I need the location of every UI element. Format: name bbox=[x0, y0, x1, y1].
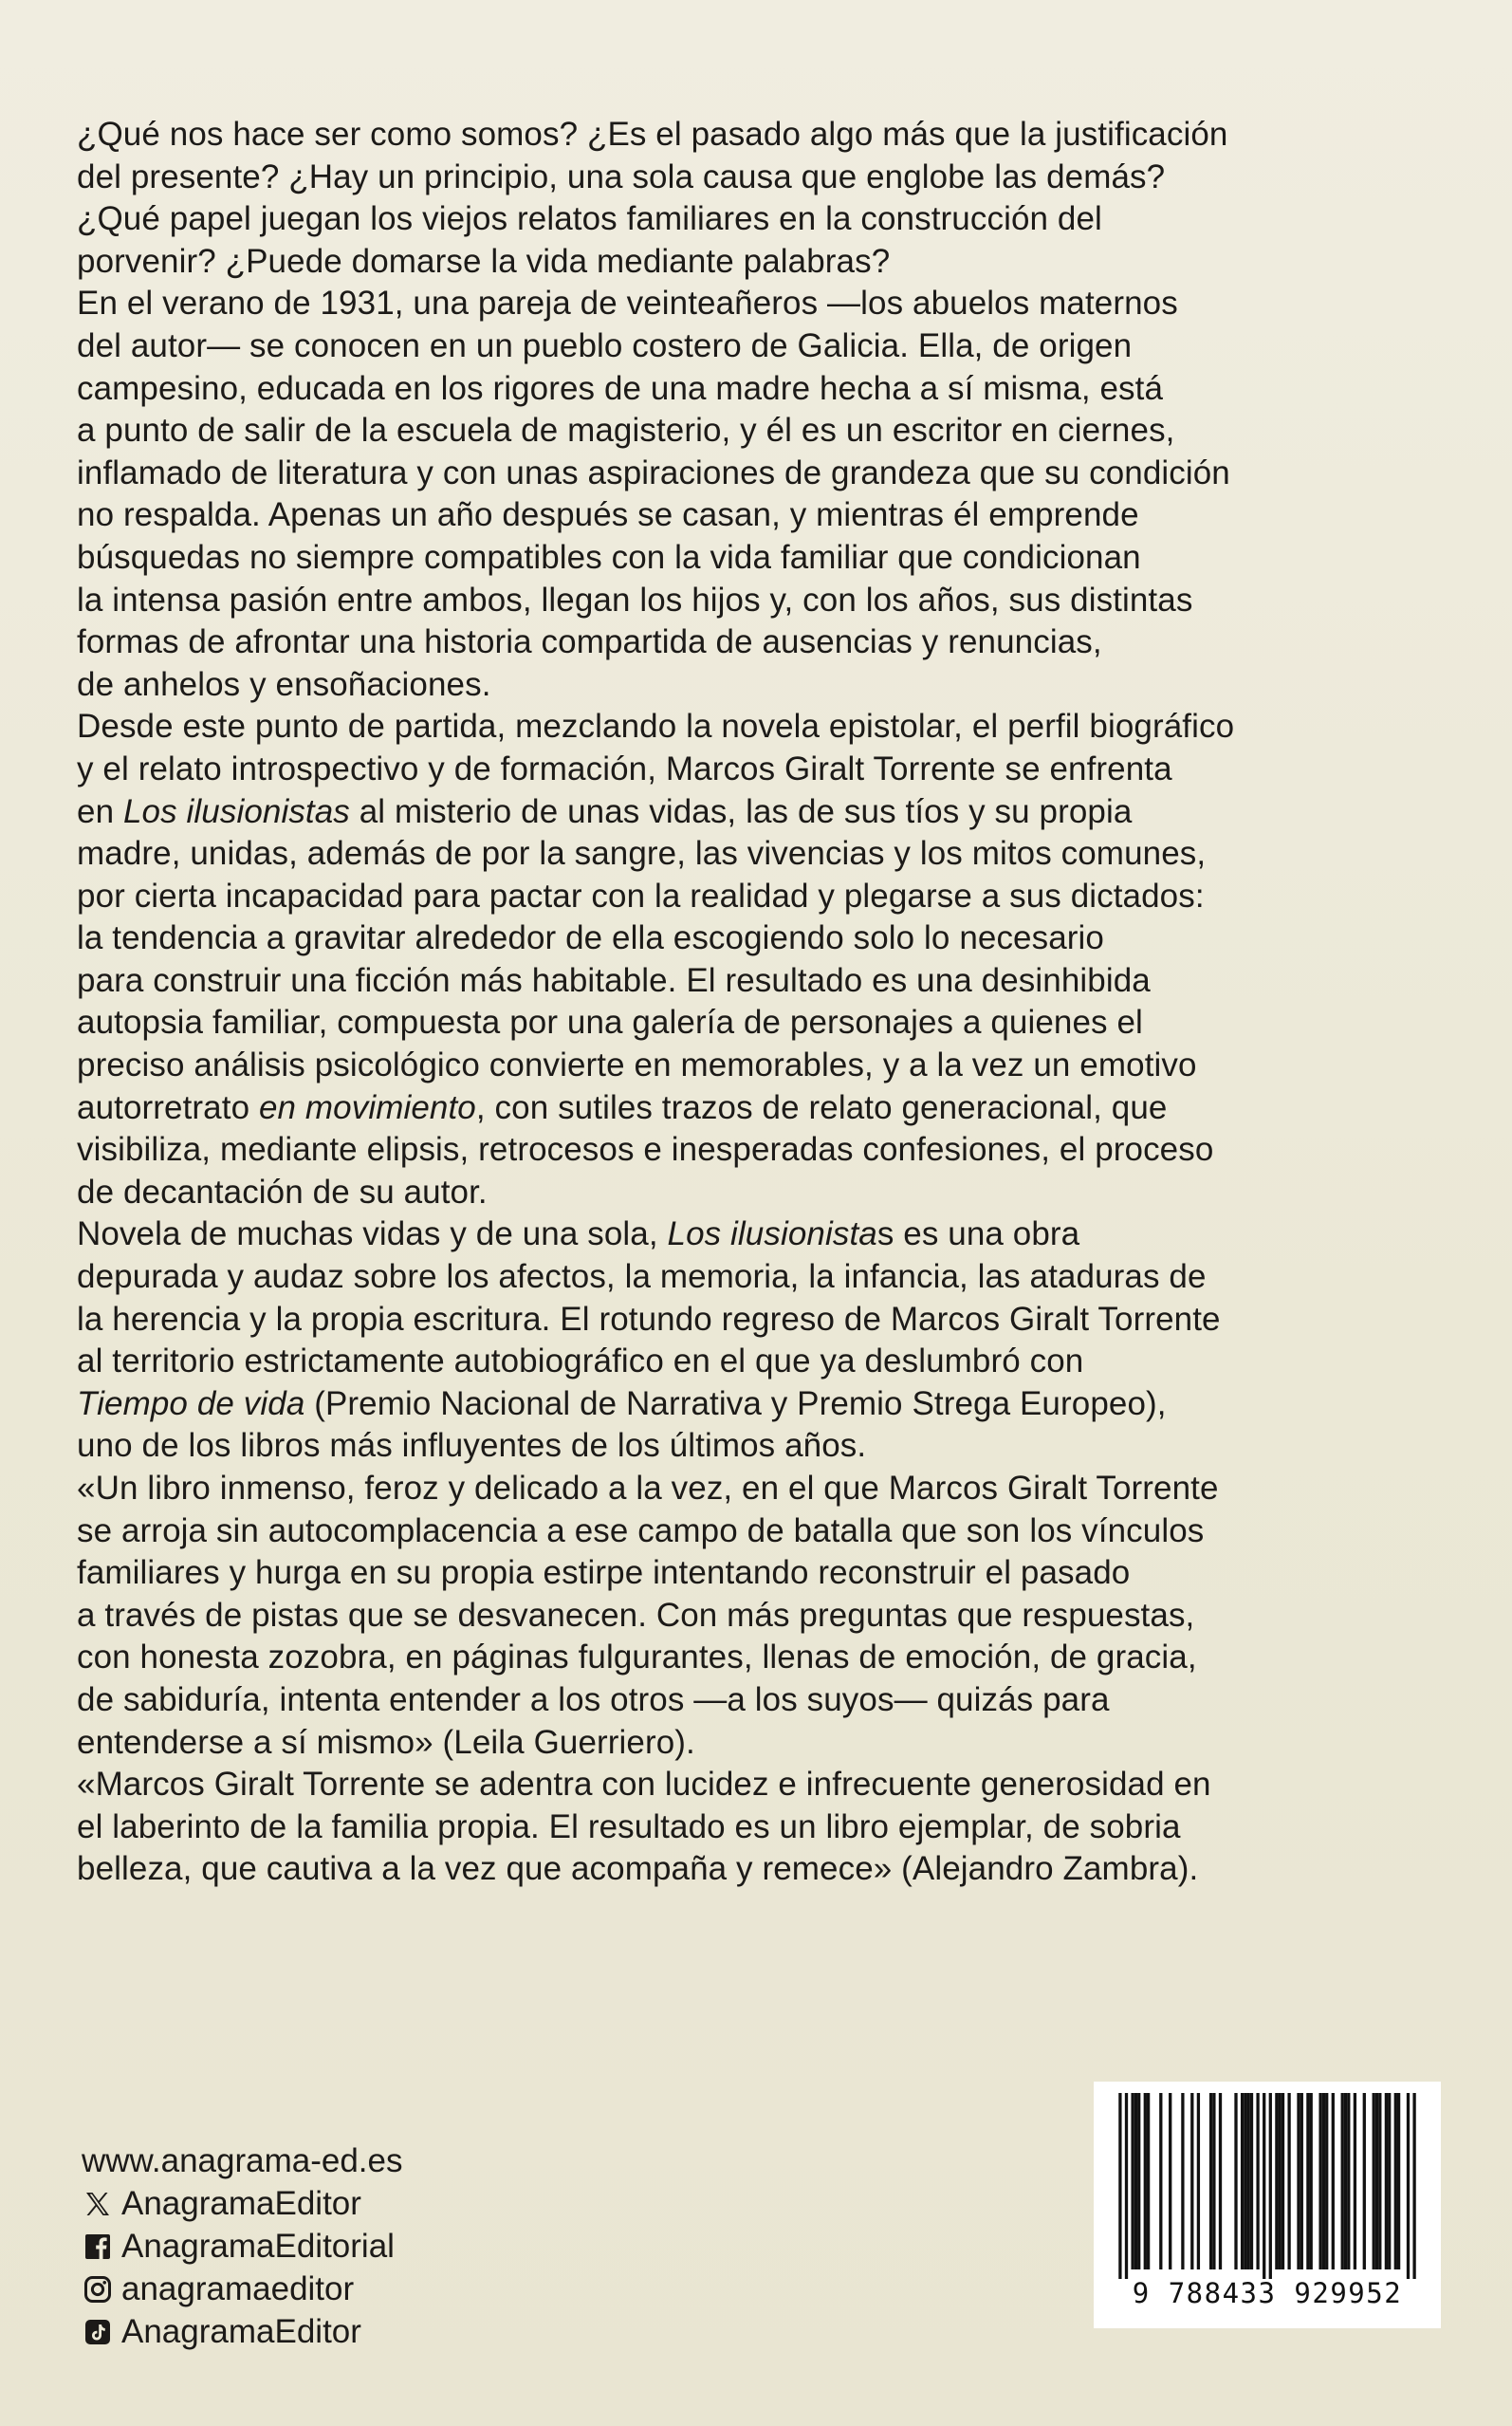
barcode-bar bbox=[1219, 2093, 1222, 2269]
text-run: Desde este punto de partida, mezclando la novela epistolar, el perfil biográfico y el relato introspectivo y de formación, Marcos Giralt Torrente se enfrenta en bbox=[77, 708, 1235, 830]
publisher-contacts bbox=[82, 2139, 403, 2353]
book-title-italic: Los ilusionista bbox=[667, 1215, 877, 1253]
previous-book-title-italic: Tiempo de vida bbox=[77, 1384, 305, 1422]
text-run: (Premio Nacional de Narrativa y Premio Strega Europeo), uno de los libros más influyentes de los últimos años. bbox=[77, 1384, 1167, 1465]
review-quote-guerriero: «Un libro inmenso, feroz y delicado a la vez, en el que Marcos Giralt Torrente se arroja sin autocomplacencia a ese campo de batalla que son los vínculos familiares y hurga en su propia estirpe intentando reconstruir el pasado a través de pistas que se desvanecen. Con más preguntas que respuestas, con honesta zozobra, en páginas fulgurantes, llenas de emoción, de gracia, de sabiduría, intenta entender a los otros —a los suyos— quizás para entenderse a sí mismo» (Leila Guerriero). bbox=[77, 1470, 1219, 1761]
blurb-paragraph-summary bbox=[77, 1213, 1443, 1468]
barcode-bar bbox=[1131, 2093, 1134, 2269]
review-quote-zambra: «Marcos Giralt Torrente se adentra con lucidez e infrecuente generosidad en el laberinto de la familia propia. El resultado es un libro ejemplar, de sobria belleza, que cautiva a la vez que acompaña y remece» (Alejandro Zambra). bbox=[77, 1766, 1211, 1888]
barcode-bar bbox=[1275, 2093, 1278, 2269]
barcode-bar bbox=[1197, 2093, 1200, 2269]
barcode-bar bbox=[1412, 2093, 1415, 2279]
barcode-bar bbox=[1373, 2093, 1375, 2269]
text-run: al misterio de unas vidas, las de sus tíos y su propia madre, unidas, además de por la sangre, las vivencias y los mitos comunes, por cierta incapacidad para pactar con la realidad y plegarse a sus dictados: la tendencia a gravitar alrededor de ella escogiendo solo lo necesario para construir una ficción más habitable. El resultado es una desinhibida autopsia familiar, compuesta por una galería de personajes a quienes el preciso análisis psicológico convierte en memorables, y a la vez un emotivo autorretrato bbox=[77, 792, 1207, 1126]
instagram-handle[interactable]: anagramaeditor bbox=[121, 2270, 355, 2307]
blurb-paragraph-synopsis: En el verano de 1931, una pareja de veinteañeros —los abuelos maternos del autor— se conocen en un pueblo costero de Galicia. Ella, de origen campesino, educada en los rigores de una madre hecha a sí misma, está a punto de salir de la escuela de magisterio, y él es un escritor en ciernes, inflamado de literatura y con unas aspiraciones de grandeza que su condición no respalda. Apenas un año después se casan, y mientras él emprende búsquedas no siempre compatibles con la vida familiar que condicionan la intensa pasión entre ambos, llegan los hijos y, con los años, sus distintas formas de afrontar una historia compartida de ausencias y renuncias, de anhelos y ensoñaciones. bbox=[77, 285, 1230, 703]
blurb-paragraph-theme bbox=[77, 706, 1443, 1213]
website-link[interactable]: www.anagrama-ed.es bbox=[82, 2142, 403, 2179]
barcode-bar bbox=[1144, 2093, 1147, 2269]
barcode-bar bbox=[1325, 2093, 1328, 2269]
barcode-bar bbox=[1212, 2093, 1215, 2269]
x-handle[interactable]: AnagramaEditor bbox=[121, 2185, 361, 2222]
x-logo-icon bbox=[82, 2188, 114, 2220]
blurb-paragraph-questions: ¿Qué nos hace ser como somos? ¿Es el pasado algo más que la justificación del presente? ¿Hay un principio, una sola causa que englobe las demás? ¿Qué papel juegan los viejos relatos familiares en la construcción del porvenir? ¿Puede domarse la vida mediante palabras? bbox=[77, 116, 1228, 280]
barcode-bar bbox=[1134, 2093, 1137, 2269]
barcode-bar bbox=[1378, 2093, 1381, 2269]
barcode-bar bbox=[1263, 2093, 1265, 2279]
barcode-bar bbox=[1322, 2093, 1325, 2269]
barcode-bar bbox=[1247, 2093, 1250, 2269]
text-run: Novela de muchas vidas y de una sola, bbox=[77, 1215, 668, 1253]
barcode-bar bbox=[1397, 2093, 1400, 2269]
barcode-bar bbox=[1407, 2093, 1410, 2279]
barcode-bar bbox=[1394, 2093, 1397, 2269]
website-row bbox=[82, 2139, 403, 2182]
italic-phrase: en movimiento bbox=[258, 1088, 476, 1126]
barcode-bar bbox=[1169, 2093, 1171, 2269]
blurb-text bbox=[77, 114, 1443, 1891]
tiktok-handle[interactable]: AnagramaEditor bbox=[121, 2313, 361, 2350]
text-run: , con sutiles trazos de relato generacional, que visibiliza, mediante elipsis, retrocesos e inesperadas confesiones, el proceso de decantación de su autor. bbox=[77, 1088, 1214, 1211]
barcode-bar bbox=[1388, 2093, 1391, 2269]
instagram-icon bbox=[82, 2273, 114, 2306]
barcode-bar bbox=[1282, 2093, 1284, 2269]
instagram-row bbox=[82, 2268, 403, 2310]
facebook-handle[interactable]: AnagramaEditorial bbox=[121, 2228, 395, 2265]
tiktok-row bbox=[82, 2310, 403, 2353]
facebook-row bbox=[82, 2225, 403, 2268]
barcode-bar bbox=[1385, 2093, 1388, 2269]
isbn-digits: 9 788433 929952 bbox=[1132, 2277, 1403, 2309]
barcode-bars bbox=[1094, 2082, 1441, 2281]
barcode-bar bbox=[1181, 2093, 1184, 2269]
facebook-icon bbox=[82, 2231, 114, 2263]
barcode-bar bbox=[1269, 2093, 1272, 2279]
book-title-italic: Los ilusionistas bbox=[122, 792, 350, 830]
barcode-bar bbox=[1297, 2093, 1300, 2269]
barcode-bar bbox=[1241, 2093, 1244, 2269]
barcode-bar bbox=[1287, 2093, 1290, 2269]
text-run: s es una obra depurada y audaz sobre los afectos, la memoria, la infancia, las ataduras de la herencia y la propia escritura. El rotundo regreso de Marcos Giralt Torrente al territorio estrictamente autobiográfico en el que ya deslumbró con bbox=[77, 1215, 1221, 1380]
barcode-bar bbox=[1347, 2093, 1350, 2269]
barcode-bar bbox=[1244, 2093, 1246, 2269]
barcode-bar bbox=[1306, 2093, 1309, 2269]
barcode-bar bbox=[1310, 2093, 1313, 2269]
barcode-bar bbox=[1279, 2093, 1282, 2269]
tiktok-icon bbox=[82, 2316, 114, 2348]
barcode-bar bbox=[1250, 2093, 1253, 2269]
barcode-bar bbox=[1234, 2093, 1237, 2269]
barcode-bar bbox=[1137, 2093, 1140, 2269]
barcode-bar bbox=[1190, 2093, 1193, 2269]
barcode-bar bbox=[1344, 2093, 1347, 2269]
isbn-barcode bbox=[1094, 2082, 1441, 2328]
x-row bbox=[82, 2182, 403, 2225]
barcode-bar bbox=[1300, 2093, 1303, 2269]
barcode-bar bbox=[1332, 2093, 1335, 2269]
barcode-bar bbox=[1318, 2093, 1321, 2269]
barcode-bar bbox=[1256, 2093, 1259, 2269]
barcode-bar bbox=[1354, 2093, 1356, 2269]
barcode-bar bbox=[1147, 2093, 1150, 2269]
barcode-bar bbox=[1118, 2093, 1121, 2279]
barcode-bar bbox=[1125, 2093, 1128, 2279]
barcode-bar bbox=[1363, 2093, 1366, 2269]
barcode-bar bbox=[1159, 2093, 1162, 2269]
barcode-bar bbox=[1341, 2093, 1344, 2269]
barcode-bar bbox=[1375, 2093, 1378, 2269]
barcode-bar bbox=[1209, 2093, 1212, 2269]
